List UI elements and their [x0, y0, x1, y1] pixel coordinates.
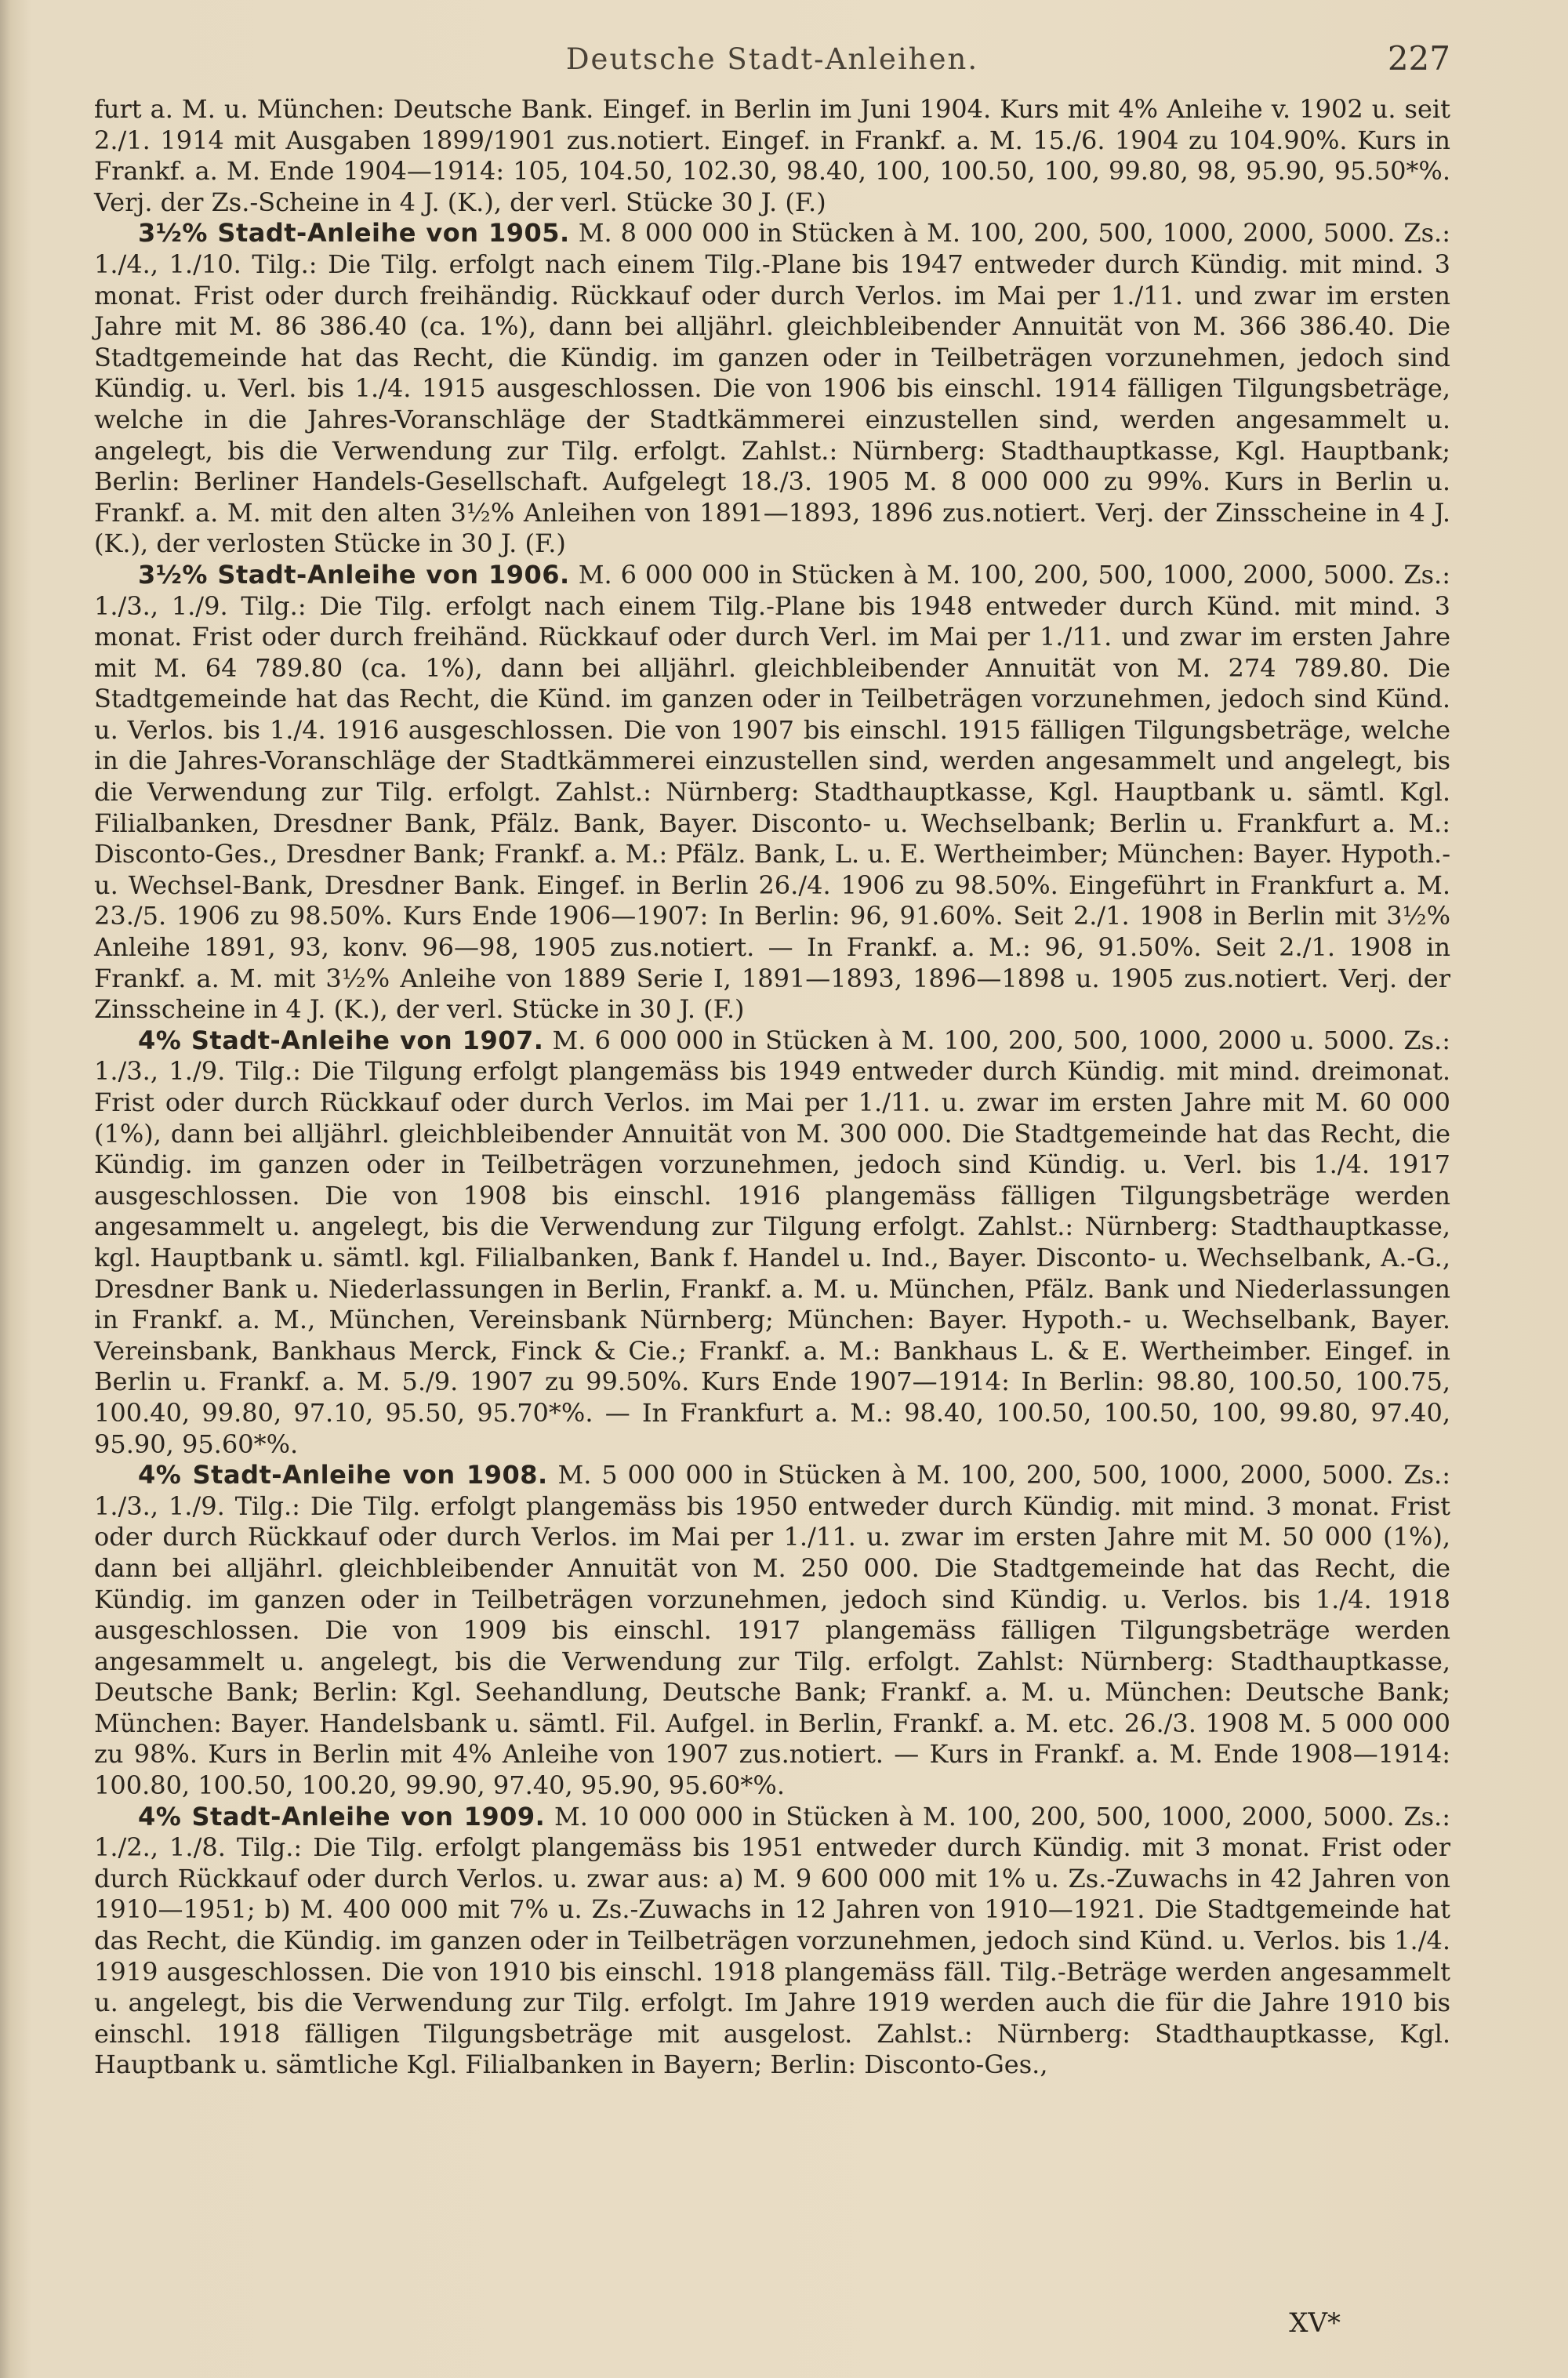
paragraph-anleihe-1907	[94, 1026, 1450, 1460]
paragraph-continuation	[94, 94, 1450, 218]
paragraph-text: M. 8 000 000 in Stücken à M. 100, 200, 500, 1000, 2000, 5000. Zs.: 1./4., 1./10. Tilg.: Die Tilg. erfolgt nach einem Tilg.-Plane bis 1947 entweder durch Kündig. mit mind. 3 monat. Frist oder durch freihändig. Rückkauf oder durch Verlos. im Mai per 1./11. und zwar im ersten Jahre mit M. 86 386.40 (ca. 1%), dann bei alljährl. gleichbleibender Annuität von M. 366 386.40. Die Stadtgemeinde hat das Recht, die Kündig. im ganzen oder in Teilbeträgen vorzunehmen, jedoch sind Kündig. u. Verl. bis 1./4. 1915 ausgeschlossen. Die von 1906 bis einschl. 1914 fälligen Tilgungsbeträge, welche in die Jahres-Voranschläge der Stadtkämmerei einzustellen sind, werden angesammelt u. angelegt, bis die Verwendung zur Tilg. erfolgt. Zahlst.: Nürnberg: Stadthauptkasse, Kgl. Hauptbank; Berlin: Berliner Handels-Gesellschaft. Aufgelegt 18./3. 1905 M. 8 000 000 zu 99%. Kurs in Berlin u. Frankf. a. M. mit den alten 3½% Anleihen von 1891—1893, 1896 zus.notiert. Verj. der Zinsscheine in 4 J. (K.), der verlosten Stücke in 30 J. (F.)	[94, 218, 1451, 559]
page-header	[94, 39, 1450, 86]
paragraph-anleihe-1905	[94, 218, 1450, 560]
paragraph-lead: 4% Stadt-Anleihe von 1909.	[138, 1801, 546, 1832]
page-number: 227	[1387, 39, 1450, 78]
paragraph-text: M. 6 000 000 in Stücken à M. 100, 200, 500, 1000, 2000, 5000. Zs.: 1./3., 1./9. Tilg.: Die Tilg. erfolgt nach einem Tilg.-Plane bis 1948 entweder durch Künd. mit mind. 3 monat. Frist oder durch freihänd. Rückkauf oder durch Verl. im Mai per 1./11. und zwar im ersten Jahre mit M. 64 789.80 (ca. 1%), dann bei alljährl. gleichbleibender Annuität von M. 274 789.80. Die Stadtgemeinde hat das Recht, die Künd. im ganzen oder in Teilbeträgen vorzunehmen, jedoch sind Künd. u. Verlos. bis 1./4. 1916 ausgeschlossen. Die von 1907 bis einschl. 1915 fälligen Tilgungsbeträge, welche in die Jahres-Voranschläge der Stadtkämmerei einzustellen sind, werden angesammelt und angelegt, bis die Verwendung zur Tilg. erfolgt. Zahlst.: Nürnberg: Stadthauptkasse, Kgl. Hauptbank u. sämtl. Kgl. Filialbanken, Dresdner Bank, Pfälz. Bank, Bayer. Disconto- u. Wechselbank; Berlin u. Frankfurt a. M.: Disconto-Ges., Dresdner Bank; Frankf. a. M.: Pfälz. Bank, L. u. E. Wertheimber; München: Bayer. Hypoth.- u. Wechsel-Bank, Dresdner Bank. Eingef. in Berlin 26./4. 1906 zu 98.50%. Eingeführt in Frankfurt a. M. 23./5. 1906 zu 98.50%. Kurs Ende 1906—1907: In Berlin: 96, 91.60%. Seit 2./1. 1908 in Berlin mit 3½% Anleihe 1891, 93, konv. 96—98, 1905 zus.notiert. — In Frankf. a. M.: 96, 91.50%. Seit 2./1. 1908 in Frankf. a. M. mit 3½% Anleihe von 1889 Serie I, 1891—1893, 1896—1898 u. 1905 zus.notiert. Verj. der Zinsscheine in 4 J. (K.), der verl. Stücke in 30 J. (F.)	[94, 559, 1451, 1025]
paragraph-anleihe-1909	[94, 1802, 1450, 2081]
paragraph-text: M. 10 000 000 in Stücken à M. 100, 200, 500, 1000, 2000, 5000. Zs.: 1./2., 1./8. Tilg.: Die Tilg. erfolgt plangemäss bis 1951 entweder durch Kündig. mit 3 monat. Frist oder durch Rückkauf oder durch Verlos. u. zwar aus: a) M. 9 600 000 mit 1% u. Zs.-Zuwachs in 42 Jahren von 1910—1951; b) M. 400 000 mit 7% u. Zs.-Zuwachs in 12 Jahren von 1910—1921. Die Stadtgemeinde hat das Recht, die Kündig. im ganzen oder in Teilbeträgen vorzunehmen, jedoch sind Künd. u. Verlos. bis 1./4. 1919 ausgeschlossen. Die von 1910 bis einschl. 1918 plangemäss fäll. Tilg.-Beträge werden angesammelt u. angelegt, bis die Verwendung zur Tilg. erfolgt. Im Jahre 1919 werden auch die für die Jahre 1910 bis einschl. 1918 fälligen Tilgungsbeträge mit ausgelost. Zahlst.: Nürnberg: Stadthauptkasse, Kgl. Hauptbank u. sämtliche Kgl. Filialbanken in Bayern; Berlin: Disconto-Ges.,	[94, 1801, 1451, 2080]
paragraph-lead: 3½% Stadt-Anleihe von 1906.	[138, 559, 570, 590]
signature-mark: XV*	[1289, 2307, 1341, 2339]
running-title: Deutsche Stadt-Anleihen.	[565, 42, 979, 76]
body-text	[94, 94, 1450, 2081]
paragraph-lead: 4% Stadt-Anleihe von 1908.	[138, 1460, 548, 1490]
paragraph-lead: 4% Stadt-Anleihe von 1907.	[138, 1025, 544, 1055]
paragraph-anleihe-1906	[94, 560, 1450, 1026]
paragraph-anleihe-1908	[94, 1460, 1450, 1802]
paragraph-lead: 3½% Stadt-Anleihe von 1905.	[138, 218, 570, 249]
paragraph-text: furt a. M. u. München: Deutsche Bank. Eingef. in Berlin im Juni 1904. Kurs mit 4% Anleihe v. 1902 u. seit 2./1. 1914 mit Ausgaben 1899/1901 zus.notiert. Eingef. in Frankf. a. M. 15./6. 1904 zu 104.90%. Kurs in Frankf. a. M. Ende 1904—1914: 105, 104.50, 102.30, 98.40, 100, 100.50, 100, 99.80, 98, 95.90, 95.50*%. Verj. der Zs.-Scheine in 4 J. (K.), der verl. Stücke 30 J. (F.)	[94, 94, 1450, 217]
paragraph-text: M. 5 000 000 in Stücken à M. 100, 200, 500, 1000, 2000, 5000. Zs.: 1./3., 1./9. Tilg.: Die Tilg. erfolgt plangemäss bis 1950 entweder durch Kündig. mit mind. 3 monat. Frist oder durch Rückkauf oder durch Verlos. im Mai per 1./11. u. zwar im ersten Jahre mit M. 50 000 (1%), dann bei alljährl. gleichbleibender Annuität von M. 250 000. Die Stadtgemeinde hat das Recht, die Kündig. im ganzen oder in Teilbeträgen vorzunehmen, jedoch sind Kündig. u. Verlos. bis 1./4. 1918 ausgeschlossen. Die von 1909 bis einschl. 1917 plangemäss fälligen Tilgungsbeträge werden angesammelt u. angelegt, bis die Verwendung zur Tilg. erfolgt. Zahlst: Nürnberg: Stadthauptkasse, Deutsche Bank; Berlin: Kgl. Seehandlung, Deutsche Bank; Frankf. a. M. u. München: Deutsche Bank; München: Bayer. Handelsbank u. sämtl. Fil. Aufgel. in Berlin, Frankf. a. M. etc. 26./3. 1908 M. 5 000 000 zu 98%. Kurs in Berlin mit 4% Anleihe von 1907 zus.notiert. — Kurs in Frankf. a. M. Ende 1908—1914: 100.80, 100.50, 100.20, 99.90, 97.40, 95.90, 95.60*%.	[94, 1460, 1451, 1801]
paragraph-text: M. 6 000 000 in Stücken à M. 100, 200, 500, 1000, 2000 u. 5000. Zs.: 1./3., 1./9. Tilg.: Die Tilgung erfolgt plangemäss bis 1949 entweder durch Kündig. mit mind. dreimonat. Frist oder durch Rückkauf oder durch Verlos. im Mai per 1./11. u. zwar im ersten Jahre mit M. 60 000 (1%), dann bei alljährl. gleichbleibender Annuität von M. 300 000. Die Stadtgemeinde hat das Recht, die Kündig. im ganzen oder in Teilbeträgen vorzunehmen, jedoch sind Kündig. u. Verl. bis 1./4. 1917 ausgeschlossen. Die von 1908 bis einschl. 1916 plangemäss fälligen Tilgungsbeträge werden angesammelt u. angelegt, bis die Verwendung zur Tilgung erfolgt. Zahlst.: Nürnberg: Stadthauptkasse, kgl. Hauptbank u. sämtl. kgl. Filialbanken, Bank f. Handel u. Ind., Bayer. Disconto- u. Wechselbank, A.-G., Dresdner Bank u. Niederlassungen in Berlin, Frankf. a. M. u. München, Pfälz. Bank und Niederlassungen in Frankf. a. M., München, Vereinsbank Nürnberg; München: Bayer. Hypoth.- u. Wechselbank, Bayer. Vereinsbank, Bankhaus Merck, Finck & Cie.; Frankf. a. M.: Bankhaus L. & E. Wertheimber. Eingef. in Berlin u. Frankf. a. M. 5./9. 1907 zu 99.50%. Kurs Ende 1907—1914: In Berlin: 98.80, 100.50, 100.75, 100.40, 99.80, 97.10, 95.50, 95.70*%. — In Frankfurt a. M.: 98.40, 100.50, 100.50, 100, 99.80, 97.40, 95.90, 95.60*%.	[94, 1025, 1451, 1459]
